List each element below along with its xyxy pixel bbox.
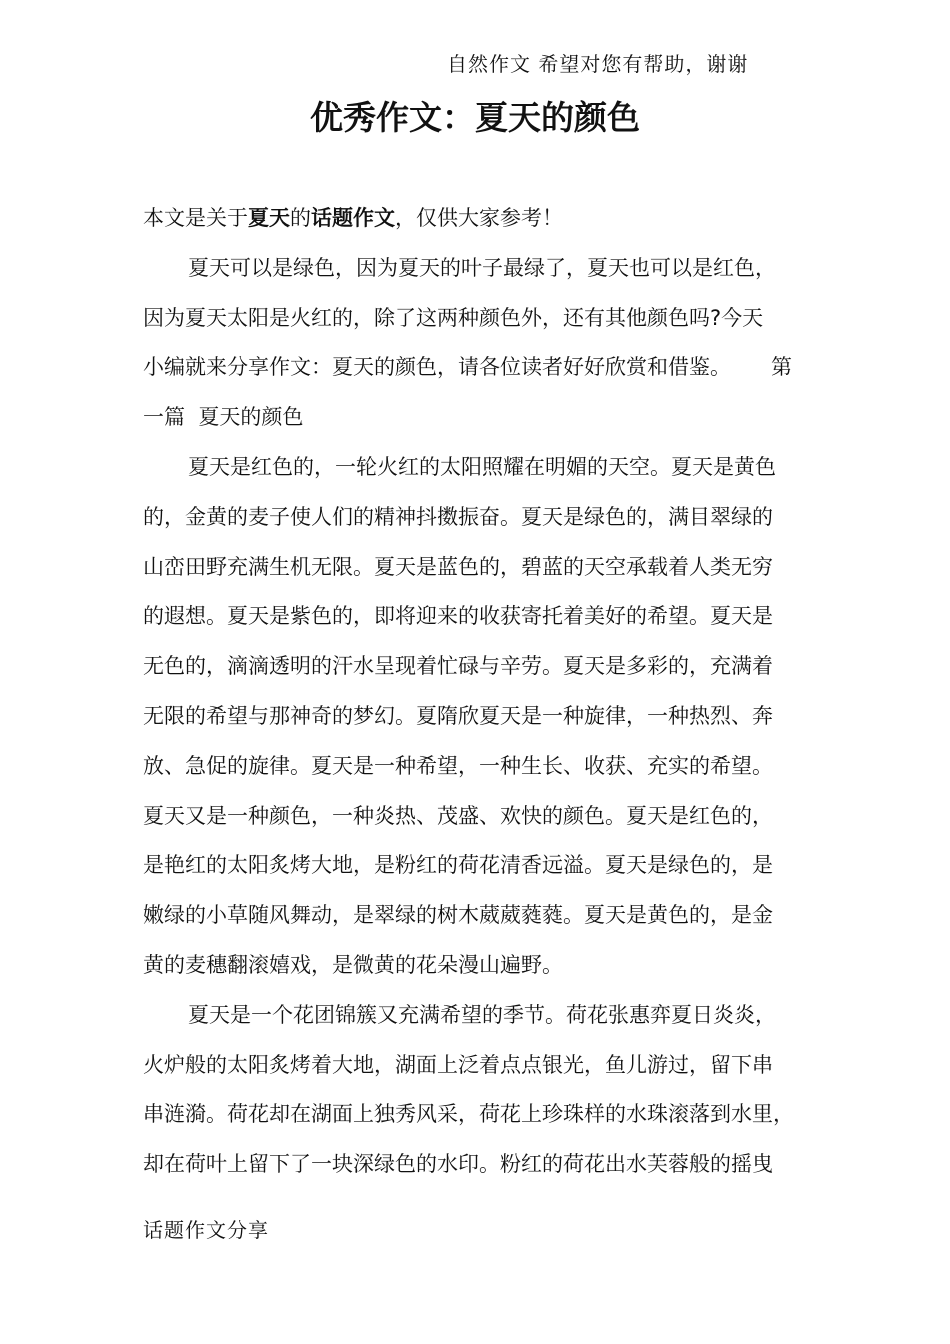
paragraph-line: 小编就来分享作文：夏天的颜色，请各位读者好好欣赏和借鉴。 第 [143, 355, 793, 380]
paragraph-line: 夏天可以是绿色，因为夏天的叶子最绿了，夏天也可以是红色， [188, 255, 776, 280]
paragraph-line: 山峦田野充满生机无限。夏天是蓝色的，碧蓝的天空承载着人类无穷 [143, 554, 773, 579]
paragraph-line: 嫩绿的小草随风舞动，是翠绿的树木葳葳蕤蕤。夏天是黄色的，是金 [143, 903, 773, 928]
paragraph-line: 黄的麦穗翻滚嬉戏，是微黄的花朵漫山遍野。 [143, 952, 563, 977]
intro-topic: 夏天 [248, 206, 290, 230]
intro-line [143, 194, 819, 244]
paragraph-line: 一篇 夏天的颜色 [143, 405, 304, 430]
paragraph-line: 无色的，滴滴透明的汗水呈现着忙碌与辛劳。夏天是多彩的，充满着 [143, 654, 773, 679]
header-note: 自然作文 希望对您有帮助，谢谢 [447, 52, 749, 76]
page-title: 优秀作文：夏天的颜色 [310, 98, 640, 137]
paragraph-3 [143, 991, 819, 1190]
paragraph-line: 夏天又是一种颜色，一种炎热、茂盛、欢快的颜色。夏天是红色的， [143, 803, 773, 828]
paragraph-line: 无限的希望与那神奇的梦幻。夏隋欣夏天是一种旋律，一种热烈、奔 [143, 703, 773, 728]
intro-middle: 的 [290, 206, 311, 230]
paragraph-2 [143, 443, 819, 991]
intro-category: 话题作文 [311, 206, 395, 230]
paragraph-1 [143, 244, 819, 443]
paragraph-line: 的，金黄的麦子使人们的精神抖擞振奋。夏天是绿色的，满目翠绿的 [143, 504, 773, 529]
paragraph-line: 串涟漪。荷花却在湖面上独秀风采，荷花上珍珠样的水珠滚落到水里， [143, 1102, 794, 1127]
intro-suffix: ，仅供大家参考！ [395, 206, 563, 230]
paragraph-line: 火炉般的太阳炙烤着大地，湖面上泛着点点银光，鱼儿游过，留下串 [143, 1052, 773, 1077]
document-body [143, 194, 819, 1190]
intro-prefix: 本文是关于 [143, 206, 248, 230]
paragraph-line: 是艳红的太阳炙烤大地，是粉红的荷花清香远溢。夏天是绿色的，是 [143, 853, 773, 878]
footer-note: 话题作文分享 [143, 1218, 269, 1242]
paragraph-line: 因为夏天太阳是火红的，除了这两种颜色外，还有其他颜色吗?今天 [143, 305, 764, 330]
paragraph-line: 放、急促的旋律。夏天是一种希望，一种生长、收获、充实的希望。 [143, 753, 773, 778]
paragraph-line: 夏天是一个花团锦簇又充满希望的季节。荷花张惠弈夏日炎炎， [188, 1002, 776, 1027]
paragraph-line: 的遐想。夏天是紫色的，即将迎来的收获寄托着美好的希望。夏天是 [143, 604, 773, 629]
paragraph-line: 夏天是红色的，一轮火红的太阳照耀在明媚的天空。夏天是黄色 [188, 454, 776, 479]
paragraph-line: 却在荷叶上留下了一块深绿色的水印。粉红的荷花出水芙蓉般的摇曳 [143, 1152, 773, 1177]
